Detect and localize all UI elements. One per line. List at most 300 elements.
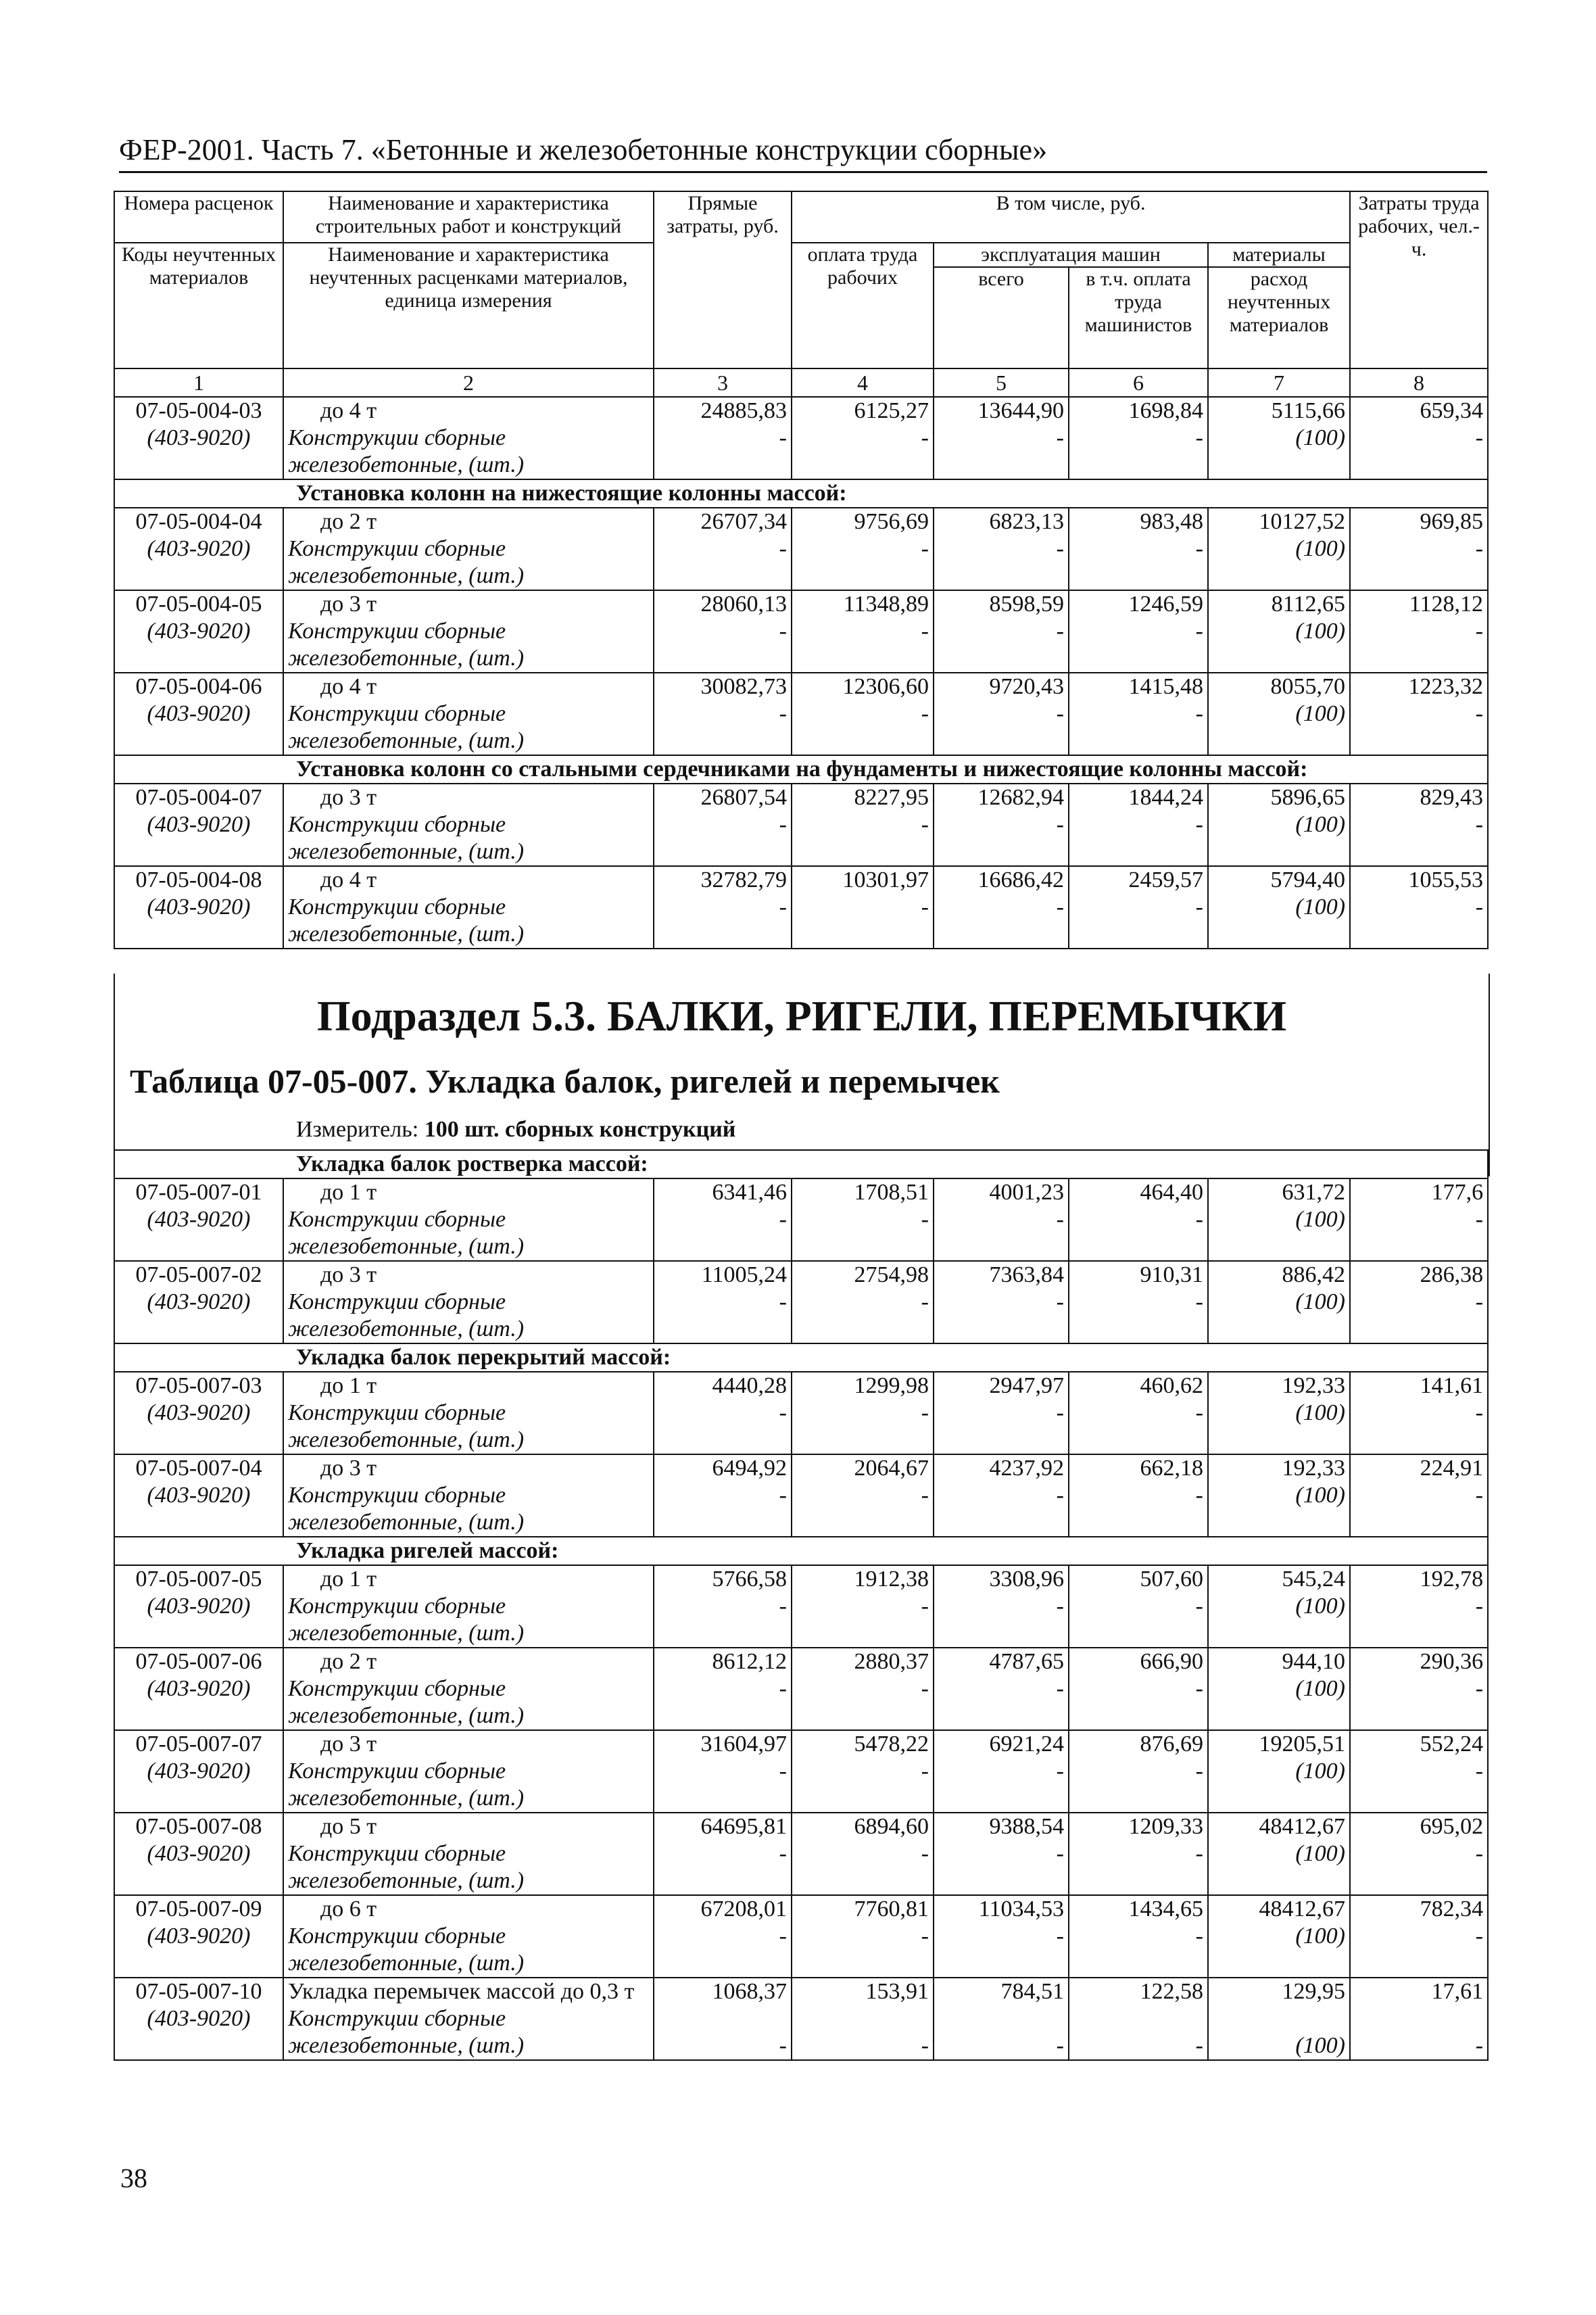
labor-pay-cell xyxy=(792,1372,934,1454)
direct-cost-cell xyxy=(654,397,792,479)
machinists-pay-material-value: - xyxy=(1195,1594,1203,1619)
direct-cost-cell xyxy=(654,590,792,673)
work-name-cell xyxy=(283,1372,654,1454)
direct-cost-material-value: - xyxy=(779,425,787,450)
direct-cost-material-value: - xyxy=(779,1594,787,1619)
materials-cell xyxy=(1208,1261,1350,1343)
material-name: Конструкции сборные железобетонные, (шт.) xyxy=(288,1483,525,1535)
labor-pay-cell xyxy=(792,1730,934,1813)
machines-total-value: 9720,43 xyxy=(989,674,1064,699)
machines-total-value: 4787,65 xyxy=(989,1649,1064,1674)
work-name: до 6 т xyxy=(320,1896,377,1922)
work-name: до 1 т xyxy=(320,1373,377,1398)
labor-hours-value: 695,02 xyxy=(1420,1814,1484,1839)
work-name-cell xyxy=(283,1813,654,1895)
labor-hours-cell xyxy=(1350,590,1488,673)
rate-code-cell xyxy=(114,866,283,949)
rate-code: 07-05-007-05 xyxy=(135,1567,262,1592)
machines-total-material-value: - xyxy=(1056,619,1064,644)
section-heading-row xyxy=(114,1537,1488,1565)
direct-cost-cell xyxy=(654,1454,792,1537)
direct-cost-material-value: - xyxy=(779,536,787,561)
labor-hours-material-value: - xyxy=(1475,1289,1484,1314)
direct-cost-cell xyxy=(654,1895,792,1978)
labor-hours-cell xyxy=(1350,866,1488,949)
machinists-pay-cell xyxy=(1069,1648,1208,1730)
machines-total-cell xyxy=(934,1978,1069,2060)
labor-hours-material-value: - xyxy=(1475,425,1484,450)
machinists-pay-value: 507,60 xyxy=(1140,1567,1203,1592)
labor-pay-value: 11348,89 xyxy=(843,592,929,617)
materials-value: 5896,65 xyxy=(1270,785,1346,810)
labor-pay-value: 2754,98 xyxy=(854,1262,929,1287)
machinists-pay-cell xyxy=(1069,1372,1208,1454)
labor-hours-value: 224,91 xyxy=(1420,1456,1484,1481)
material-code: (403-9020) xyxy=(147,536,251,561)
machinists-pay-value: 666,90 xyxy=(1140,1649,1203,1674)
labor-hours-material-value: - xyxy=(1475,1207,1484,1232)
section-heading-row xyxy=(114,1150,1488,1178)
labor-pay-material-value: - xyxy=(921,894,929,920)
rate-code: 07-05-004-05 xyxy=(135,592,262,617)
labor-pay-cell xyxy=(792,397,934,479)
direct-cost-cell xyxy=(654,866,792,949)
machinists-pay-material-value: - xyxy=(1195,812,1203,837)
work-name: до 4 т xyxy=(320,674,377,699)
work-name: до 4 т xyxy=(320,398,377,423)
labor-pay-material-value: - xyxy=(921,812,929,837)
material-name: Конструкции сборные железобетонные, (шт.) xyxy=(288,2006,525,2058)
materials-value: 8112,65 xyxy=(1271,592,1346,617)
machinists-pay-value: 1209,33 xyxy=(1128,1814,1203,1839)
rate-code: 07-05-004-07 xyxy=(135,785,262,810)
labor-pay-material-value: - xyxy=(921,1759,929,1784)
direct-cost-cell xyxy=(654,1978,792,2060)
direct-cost-value: 8612,12 xyxy=(712,1649,787,1674)
labor-pay-cell xyxy=(792,590,934,673)
labor-pay-value: 153,91 xyxy=(865,1979,929,2004)
machines-total-value: 3308,96 xyxy=(989,1567,1064,1592)
machines-total-material-value: - xyxy=(1056,894,1064,920)
materials-material-value: (100) xyxy=(1295,1400,1345,1425)
machines-total-value: 9388,54 xyxy=(989,1814,1064,1839)
rate-code: 07-05-007-02 xyxy=(135,1262,262,1287)
direct-cost-value: 32782,79 xyxy=(700,867,787,892)
materials-material-value: (100) xyxy=(1295,812,1346,837)
rate-code-cell xyxy=(114,1978,283,2060)
labor-hours-cell xyxy=(1350,1454,1488,1537)
machinists-pay-value: 1246,59 xyxy=(1128,592,1203,617)
labor-hours-cell xyxy=(1350,1895,1488,1978)
labor-pay-cell xyxy=(792,784,934,866)
labor-pay-value: 9756,69 xyxy=(854,509,929,534)
column-number: 1 xyxy=(114,368,283,397)
work-name-cell xyxy=(283,1565,654,1648)
direct-cost-value: 6494,92 xyxy=(712,1456,787,1481)
header-materials: материалы xyxy=(1208,243,1350,267)
direct-cost-cell xyxy=(654,784,792,866)
labor-hours-value: 17,61 xyxy=(1431,1979,1484,2004)
materials-cell xyxy=(1208,1813,1350,1895)
labor-hours-cell xyxy=(1350,784,1488,866)
materials-value: 886,42 xyxy=(1282,1262,1345,1287)
rate-code-cell xyxy=(114,508,283,590)
header-code-top: Номера расценок xyxy=(114,191,283,243)
machines-total-material-value: - xyxy=(1056,1759,1064,1784)
materials-value: 192,33 xyxy=(1282,1456,1345,1481)
column-number: 8 xyxy=(1350,368,1488,397)
rate-code: 07-05-007-09 xyxy=(135,1896,262,1922)
labor-pay-cell xyxy=(792,1813,934,1895)
machinists-pay-value: 1434,65 xyxy=(1128,1896,1203,1922)
labor-hours-cell xyxy=(1350,1648,1488,1730)
labor-pay-material-value: - xyxy=(921,2033,929,2058)
machines-total-material-value: - xyxy=(1056,1841,1064,1866)
labor-hours-cell xyxy=(1350,1978,1488,2060)
machinists-pay-value: 122,58 xyxy=(1140,1979,1203,2004)
material-name: Конструкции сборные железобетонные, (шт.) xyxy=(288,1759,525,1811)
work-name: до 3 т xyxy=(320,1456,377,1481)
material-name: Конструкции сборные железобетонные, (шт.) xyxy=(288,1924,525,1976)
labor-hours-value: 1055,53 xyxy=(1408,867,1484,892)
machinists-pay-value: 662,18 xyxy=(1140,1456,1203,1481)
labor-hours-cell xyxy=(1350,1372,1488,1454)
materials-material-value: (100) xyxy=(1295,1841,1345,1866)
machinists-pay-material-value: - xyxy=(1195,894,1203,920)
machines-total-value: 11034,53 xyxy=(978,1896,1064,1922)
machinists-pay-value: 464,40 xyxy=(1140,1180,1203,1205)
labor-pay-value: 1708,51 xyxy=(854,1180,929,1205)
table-row xyxy=(114,397,1488,479)
material-name: Конструкции сборные железобетонные, (шт.) xyxy=(288,1289,525,1341)
section-heading-row xyxy=(114,755,1488,784)
labor-pay-material-value: - xyxy=(921,701,929,726)
table-row xyxy=(114,673,1488,755)
labor-hours-cell xyxy=(1350,673,1488,755)
work-name-cell xyxy=(283,1178,654,1261)
material-code: (403-9020) xyxy=(147,812,251,837)
material-code: (403-9020) xyxy=(147,1594,251,1619)
rate-code: 07-05-007-06 xyxy=(135,1649,262,1674)
direct-cost-cell xyxy=(654,1565,792,1648)
header-including: В том числе, руб. xyxy=(792,191,1350,243)
header-name-bottom: Наименование и характеристика неучтенных расценками материалов, единица измерения xyxy=(283,243,654,368)
work-name-cell xyxy=(283,1648,654,1730)
machines-total-material-value: - xyxy=(1056,1289,1064,1314)
materials-cell xyxy=(1208,1454,1350,1537)
material-name: Конструкции сборные железобетонные, (шт.) xyxy=(288,1207,525,1259)
measure-label: Измеритель: xyxy=(296,1117,419,1142)
work-name: Укладка перемычек массой до 0,3 т xyxy=(288,1979,635,2004)
table-row xyxy=(114,1454,1488,1537)
section-heading: Установка колонн на нижестоящие колонны массой: xyxy=(114,479,1488,508)
machinists-pay-material-value: - xyxy=(1195,2033,1203,2058)
direct-cost-cell xyxy=(654,1372,792,1454)
column-number: 4 xyxy=(792,368,934,397)
machines-total-value: 12682,94 xyxy=(977,785,1064,810)
rate-code: 07-05-004-08 xyxy=(135,867,262,892)
machines-total-value: 7363,84 xyxy=(989,1262,1064,1287)
labor-hours-material-value: - xyxy=(1475,619,1484,644)
machinists-pay-value: 910,31 xyxy=(1140,1262,1203,1287)
machinists-pay-value: 983,48 xyxy=(1140,509,1203,534)
beams-table xyxy=(114,1149,1489,2061)
direct-cost-material-value: - xyxy=(779,1400,787,1425)
labor-pay-material-value: - xyxy=(921,1841,929,1866)
rate-code-cell xyxy=(114,397,283,479)
rate-code: 07-05-007-07 xyxy=(135,1732,262,1757)
rate-code-cell xyxy=(114,1813,283,1895)
materials-cell xyxy=(1208,1978,1350,2060)
direct-cost-value: 24885,83 xyxy=(700,398,787,423)
materials-value: 10127,52 xyxy=(1259,509,1346,534)
materials-material-value: (100) xyxy=(1295,1594,1345,1619)
material-code: (403-9020) xyxy=(147,425,251,450)
machinists-pay-material-value: - xyxy=(1195,619,1203,644)
column-number: 3 xyxy=(654,368,792,397)
direct-cost-cell xyxy=(654,673,792,755)
direct-cost-material-value: - xyxy=(779,1483,787,1508)
machines-total-value: 4237,92 xyxy=(989,1456,1064,1481)
materials-cell xyxy=(1208,508,1350,590)
labor-pay-value: 6125,27 xyxy=(854,398,929,423)
labor-pay-value: 8227,95 xyxy=(854,785,929,810)
measure-line xyxy=(296,1117,735,1143)
machines-total-cell xyxy=(934,1261,1069,1343)
header-materials-use: расход неучтенных материалов xyxy=(1208,267,1350,368)
materials-value: 48412,67 xyxy=(1259,1896,1345,1922)
rate-code-cell xyxy=(114,1372,283,1454)
labor-hours-material-value: - xyxy=(1475,894,1484,920)
materials-material-value: (100) xyxy=(1295,425,1346,450)
section-heading-row xyxy=(114,479,1488,508)
labor-pay-cell xyxy=(792,1895,934,1978)
machines-total-cell xyxy=(934,397,1069,479)
work-name: до 1 т xyxy=(320,1567,377,1592)
machinists-pay-material-value: - xyxy=(1195,425,1203,450)
table-row xyxy=(114,1565,1488,1648)
work-name-cell xyxy=(283,508,654,590)
work-name-cell xyxy=(283,784,654,866)
machines-total-cell xyxy=(934,1565,1069,1648)
section-heading: Укладка балок перекрытий массой: xyxy=(114,1343,1488,1372)
subsection-block xyxy=(114,974,1490,1176)
labor-pay-material-value: - xyxy=(921,1289,929,1314)
machinists-pay-cell xyxy=(1069,673,1208,755)
labor-hours-cell xyxy=(1350,1178,1488,1261)
materials-cell xyxy=(1208,397,1350,479)
machines-total-value: 2947,97 xyxy=(989,1373,1064,1398)
materials-material-value: (100) xyxy=(1295,1289,1345,1314)
table-row xyxy=(114,508,1488,590)
table-row xyxy=(114,1895,1488,1978)
machines-total-cell xyxy=(934,673,1069,755)
table-row xyxy=(114,1813,1488,1895)
material-code: (403-9020) xyxy=(147,1924,251,1949)
labor-pay-material-value: - xyxy=(921,1594,929,1619)
machinists-pay-value: 876,69 xyxy=(1140,1732,1203,1757)
machinists-pay-value: 1844,24 xyxy=(1128,785,1203,810)
machinists-pay-material-value: - xyxy=(1195,1400,1203,1425)
machinists-pay-cell xyxy=(1069,1565,1208,1648)
direct-cost-material-value: - xyxy=(779,701,787,726)
header-machines: эксплуатация машин xyxy=(934,243,1208,267)
machines-total-value: 6823,13 xyxy=(989,509,1064,534)
labor-hours-material-value: - xyxy=(1475,1841,1484,1866)
material-code: (403-9020) xyxy=(147,1483,251,1508)
material-code: (403-9020) xyxy=(147,619,251,644)
material-name: Конструкции сборные железобетонные, (шт.) xyxy=(288,425,525,477)
machinists-pay-cell xyxy=(1069,1730,1208,1813)
materials-material-value: (100) xyxy=(1295,1676,1345,1701)
labor-hours-value: 286,38 xyxy=(1420,1262,1484,1287)
labor-pay-cell xyxy=(792,673,934,755)
labor-hours-value: 829,43 xyxy=(1420,785,1484,810)
machines-total-cell xyxy=(934,590,1069,673)
machinists-pay-material-value: - xyxy=(1195,536,1203,561)
machinists-pay-value: 2459,57 xyxy=(1128,867,1203,892)
material-code: (403-9020) xyxy=(147,1207,251,1232)
labor-hours-value: 782,34 xyxy=(1420,1896,1484,1922)
labor-hours-cell xyxy=(1350,508,1488,590)
rate-code: 07-05-007-08 xyxy=(135,1814,262,1839)
rate-code-cell xyxy=(114,590,283,673)
materials-cell xyxy=(1208,1895,1350,1978)
rate-code: 07-05-004-06 xyxy=(135,674,262,699)
work-name: до 4 т xyxy=(320,867,377,892)
machines-total-value: 13644,90 xyxy=(977,398,1064,423)
work-name-cell xyxy=(283,397,654,479)
direct-cost-value: 64695,81 xyxy=(700,1814,787,1839)
direct-cost-cell xyxy=(654,1730,792,1813)
labor-hours-material-value: - xyxy=(1475,812,1484,837)
work-name-cell xyxy=(283,1978,654,2060)
materials-cell xyxy=(1208,1648,1350,1730)
machines-total-material-value: - xyxy=(1056,425,1064,450)
material-code: (403-9020) xyxy=(147,894,251,920)
direct-cost-material-value: - xyxy=(779,1924,787,1949)
labor-hours-value: 969,85 xyxy=(1420,509,1484,534)
labor-hours-value: 1128,12 xyxy=(1409,592,1484,617)
rate-code: 07-05-004-03 xyxy=(135,398,262,423)
materials-material-value: (100) xyxy=(1295,536,1346,561)
direct-cost-material-value: - xyxy=(779,1207,787,1232)
header-code-bottom: Коды неучтенных материалов xyxy=(114,243,283,368)
machinists-pay-material-value: - xyxy=(1195,1483,1203,1508)
direct-cost-value: 26707,34 xyxy=(700,509,787,534)
labor-pay-cell xyxy=(792,866,934,949)
labor-pay-cell xyxy=(792,1454,934,1537)
machinists-pay-material-value: - xyxy=(1195,1676,1203,1701)
header-labor-pay: оплата труда рабочих xyxy=(792,243,934,368)
labor-hours-value: 192,78 xyxy=(1420,1567,1484,1592)
direct-cost-material-value: - xyxy=(779,1676,787,1701)
labor-pay-value: 2880,37 xyxy=(854,1649,929,1674)
machinists-pay-cell xyxy=(1069,508,1208,590)
direct-cost-cell xyxy=(654,1261,792,1343)
rate-code: 07-05-007-10 xyxy=(135,1979,262,2004)
material-name: Конструкции сборные железобетонные, (шт.) xyxy=(288,894,525,947)
table-row xyxy=(114,1978,1488,2060)
labor-hours-cell xyxy=(1350,1565,1488,1648)
labor-pay-cell xyxy=(792,1261,934,1343)
direct-cost-cell xyxy=(654,1178,792,1261)
header-machinists-pay: в т.ч. оплата труда машинистов xyxy=(1069,267,1208,368)
rate-code-cell xyxy=(114,673,283,755)
material-code: (403-9020) xyxy=(147,2006,251,2031)
labor-pay-value: 10301,97 xyxy=(842,867,929,892)
rate-code-cell xyxy=(114,1648,283,1730)
work-name: до 2 т xyxy=(320,1649,377,1674)
table-row xyxy=(114,866,1488,949)
labor-pay-value: 2064,67 xyxy=(854,1456,929,1481)
measure-value: 100 шт. сборных конструкций xyxy=(424,1117,736,1142)
labor-hours-material-value: - xyxy=(1475,1676,1484,1701)
labor-pay-material-value: - xyxy=(921,425,929,450)
machinists-pay-material-value: - xyxy=(1195,701,1203,726)
material-code: (403-9020) xyxy=(147,701,251,726)
direct-cost-value: 31604,97 xyxy=(700,1732,787,1757)
material-name: Конструкции сборные железобетонные, (шт.) xyxy=(288,1594,525,1646)
materials-value: 48412,67 xyxy=(1259,1814,1345,1839)
rate-code-cell xyxy=(114,1261,283,1343)
work-name-cell xyxy=(283,1261,654,1343)
section-heading: Укладка ригелей массой: xyxy=(114,1537,1488,1565)
materials-value: 5794,40 xyxy=(1270,867,1346,892)
machines-total-material-value: - xyxy=(1056,1676,1064,1701)
machinists-pay-cell xyxy=(1069,1261,1208,1343)
work-name: до 2 т xyxy=(320,509,377,534)
header-name-top: Наименование и характеристика строительных работ и конструкций xyxy=(283,191,654,243)
machines-total-value: 8598,59 xyxy=(989,592,1064,617)
material-code: (403-9020) xyxy=(147,1759,251,1784)
materials-cell xyxy=(1208,1372,1350,1454)
material-name: Конструкции сборные железобетонные, (шт.) xyxy=(288,536,525,588)
machines-total-material-value: - xyxy=(1056,2033,1064,2058)
labor-hours-material-value: - xyxy=(1475,1483,1484,1508)
machinists-pay-cell xyxy=(1069,1813,1208,1895)
material-code: (403-9020) xyxy=(147,1676,251,1701)
labor-hours-material-value: - xyxy=(1475,1400,1484,1425)
machinists-pay-cell xyxy=(1069,866,1208,949)
materials-material-value: (100) xyxy=(1295,894,1346,920)
direct-cost-value: 6341,46 xyxy=(712,1180,787,1205)
machinists-pay-material-value: - xyxy=(1195,1759,1203,1784)
materials-cell xyxy=(1208,673,1350,755)
direct-cost-material-value: - xyxy=(779,1759,787,1784)
materials-value: 129,95 xyxy=(1282,1979,1345,2004)
column-numbers-row xyxy=(114,368,1488,397)
materials-material-value: (100) xyxy=(1295,1924,1345,1949)
machinists-pay-value: 1698,84 xyxy=(1128,398,1203,423)
machines-total-material-value: - xyxy=(1056,1400,1064,1425)
labor-hours-material-value: - xyxy=(1475,1924,1484,1949)
machines-total-cell xyxy=(934,1454,1069,1537)
labor-pay-material-value: - xyxy=(921,619,929,644)
material-code: (403-9020) xyxy=(147,1289,251,1314)
machines-total-cell xyxy=(934,1648,1069,1730)
labor-hours-cell xyxy=(1350,1261,1488,1343)
section-heading: Укладка балок ростверка массой: xyxy=(114,1150,1488,1178)
column-number: 5 xyxy=(934,368,1069,397)
rate-code-cell xyxy=(114,1565,283,1648)
labor-hours-value: 659,34 xyxy=(1420,398,1484,423)
direct-cost-material-value: - xyxy=(779,2033,787,2058)
direct-cost-value: 1068,37 xyxy=(712,1979,787,2004)
machinists-pay-cell xyxy=(1069,1895,1208,1978)
materials-cell xyxy=(1208,1178,1350,1261)
direct-cost-value: 4440,28 xyxy=(712,1373,787,1398)
